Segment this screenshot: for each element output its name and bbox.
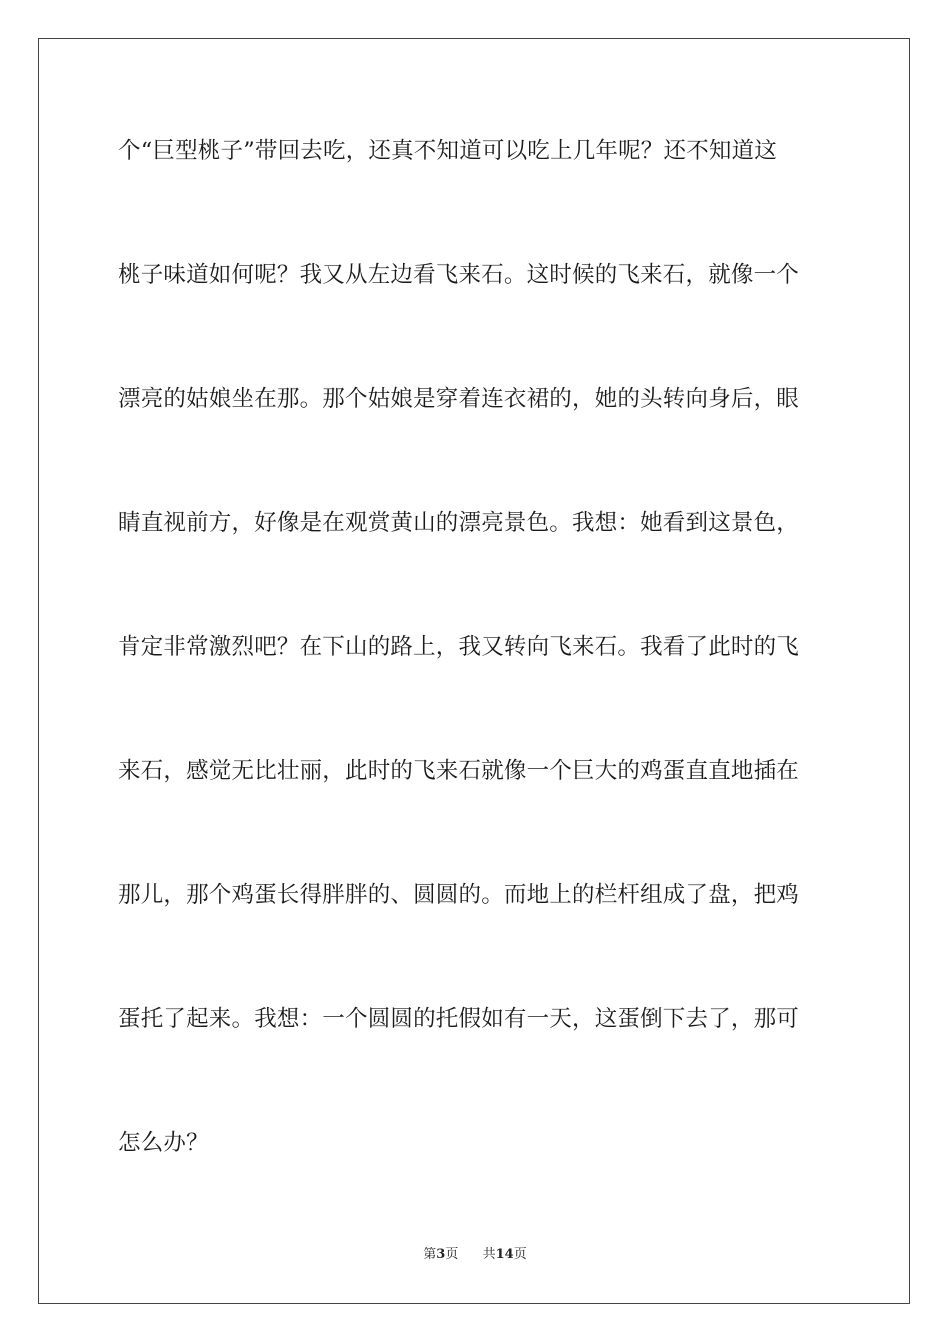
text-line: 个“巨型桃子”带回去吃，还真不知道可以吃上几年呢？还不知道这 <box>118 138 778 164</box>
total-pages-label <box>483 1246 527 1264</box>
page-prefix: 第 <box>423 1247 437 1262</box>
text-line: 桃子味道如何呢？我又从左边看飞来石。这时候的飞来石，就像一个 <box>118 262 800 288</box>
text-line: 睛直视前方，好像是在观赏黄山的漂亮景色。我想：她看到这景色， <box>118 510 800 536</box>
text-line: 怎么办？ <box>118 1130 209 1156</box>
page-unit: 页 <box>445 1247 459 1262</box>
page-number-label <box>423 1246 458 1264</box>
total-prefix: 共 <box>482 1247 496 1262</box>
text-line: 肯定非常激烈吧？在下山的路上，我又转向飞来石。我看了此时的飞 <box>118 634 800 660</box>
page-footer <box>0 1246 950 1264</box>
text-line: 蛋托了起来。我想：一个圆圆的托假如有一天，这蛋倒下去了，那可 <box>118 1006 800 1032</box>
page-number: 3 <box>436 1247 446 1262</box>
text-line: 那儿，那个鸡蛋长得胖胖的、圆圆的。而地上的栏杆组成了盘，把鸡 <box>118 882 800 908</box>
total-pages: 14 <box>495 1247 514 1262</box>
page-border <box>38 38 910 1304</box>
total-unit: 页 <box>513 1247 527 1262</box>
text-line: 来石，感觉无比壮丽，此时的飞来石就像一个巨大的鸡蛋直直地插在 <box>118 758 800 784</box>
text-line: 漂亮的姑娘坐在那。那个姑娘是穿着连衣裙的，她的头转向身后，眼 <box>118 386 800 412</box>
